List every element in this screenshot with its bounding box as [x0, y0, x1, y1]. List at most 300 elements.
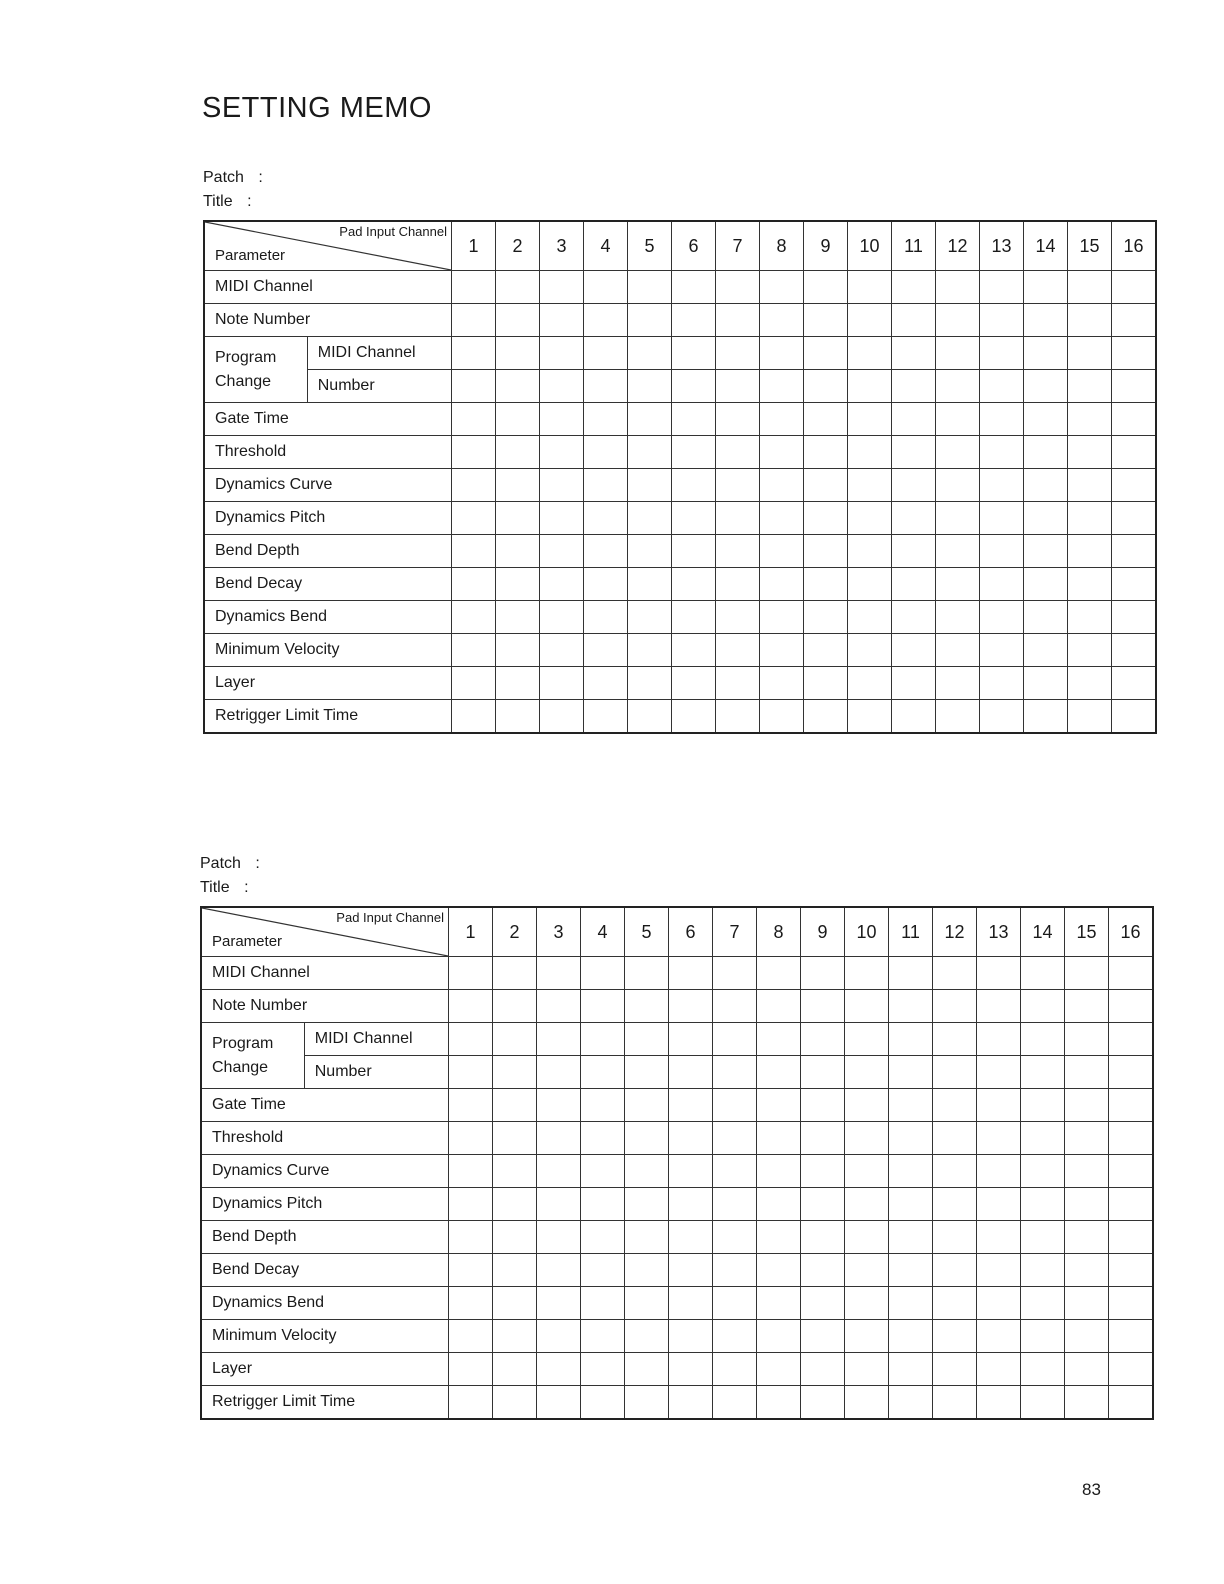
value-cell-ch11[interactable]: [892, 535, 936, 568]
value-cell-ch6[interactable]: [672, 370, 716, 403]
value-cell-ch16[interactable]: [1109, 1089, 1154, 1122]
value-cell-ch2[interactable]: [496, 601, 540, 634]
value-cell-ch16[interactable]: [1109, 1254, 1154, 1287]
value-cell-ch2[interactable]: [496, 403, 540, 436]
value-cell-ch4[interactable]: [584, 370, 628, 403]
value-cell-ch8[interactable]: [757, 1023, 801, 1056]
value-cell-ch7[interactable]: [713, 990, 757, 1023]
value-cell-ch15[interactable]: [1065, 957, 1109, 990]
value-cell-ch3[interactable]: [537, 1122, 581, 1155]
value-cell-ch8[interactable]: [757, 1089, 801, 1122]
value-cell-ch11[interactable]: [889, 1287, 933, 1320]
value-cell-ch13[interactable]: [980, 304, 1024, 337]
value-cell-ch1[interactable]: [449, 1221, 493, 1254]
value-cell-ch12[interactable]: [933, 1386, 977, 1420]
value-cell-ch1[interactable]: [452, 370, 496, 403]
value-cell-ch9[interactable]: [801, 1386, 845, 1420]
value-cell-ch8[interactable]: [757, 1287, 801, 1320]
value-cell-ch8[interactable]: [760, 667, 804, 700]
value-cell-ch5[interactable]: [628, 502, 672, 535]
value-cell-ch2[interactable]: [493, 1188, 537, 1221]
value-cell-ch7[interactable]: [713, 1221, 757, 1254]
value-cell-ch5[interactable]: [625, 1023, 669, 1056]
value-cell-ch15[interactable]: [1068, 403, 1112, 436]
value-cell-ch7[interactable]: [716, 535, 760, 568]
value-cell-ch13[interactable]: [977, 1221, 1021, 1254]
value-cell-ch2[interactable]: [496, 700, 540, 734]
value-cell-ch12[interactable]: [936, 271, 980, 304]
value-cell-ch3[interactable]: [540, 271, 584, 304]
value-cell-ch5[interactable]: [625, 1056, 669, 1089]
value-cell-ch8[interactable]: [760, 403, 804, 436]
value-cell-ch14[interactable]: [1024, 370, 1068, 403]
value-cell-ch3[interactable]: [537, 1023, 581, 1056]
value-cell-ch10[interactable]: [845, 1056, 889, 1089]
value-cell-ch16[interactable]: [1112, 667, 1157, 700]
value-cell-ch10[interactable]: [848, 370, 892, 403]
value-cell-ch3[interactable]: [540, 370, 584, 403]
value-cell-ch14[interactable]: [1021, 1188, 1065, 1221]
value-cell-ch12[interactable]: [933, 1056, 977, 1089]
value-cell-ch15[interactable]: [1065, 1122, 1109, 1155]
value-cell-ch12[interactable]: [933, 1188, 977, 1221]
value-cell-ch4[interactable]: [581, 990, 625, 1023]
value-cell-ch6[interactable]: [669, 1188, 713, 1221]
value-cell-ch1[interactable]: [452, 337, 496, 370]
value-cell-ch6[interactable]: [672, 337, 716, 370]
value-cell-ch6[interactable]: [672, 502, 716, 535]
value-cell-ch11[interactable]: [889, 1254, 933, 1287]
value-cell-ch9[interactable]: [801, 1023, 845, 1056]
value-cell-ch10[interactable]: [845, 1122, 889, 1155]
value-cell-ch14[interactable]: [1024, 436, 1068, 469]
value-cell-ch10[interactable]: [845, 1386, 889, 1420]
value-cell-ch5[interactable]: [628, 436, 672, 469]
value-cell-ch9[interactable]: [804, 535, 848, 568]
value-cell-ch7[interactable]: [713, 1386, 757, 1420]
value-cell-ch13[interactable]: [980, 403, 1024, 436]
value-cell-ch3[interactable]: [537, 1056, 581, 1089]
value-cell-ch12[interactable]: [933, 957, 977, 990]
value-cell-ch7[interactable]: [716, 436, 760, 469]
value-cell-ch5[interactable]: [625, 1089, 669, 1122]
value-cell-ch5[interactable]: [628, 601, 672, 634]
value-cell-ch5[interactable]: [625, 957, 669, 990]
value-cell-ch7[interactable]: [716, 568, 760, 601]
value-cell-ch16[interactable]: [1112, 337, 1157, 370]
value-cell-ch9[interactable]: [801, 1320, 845, 1353]
value-cell-ch1[interactable]: [449, 1188, 493, 1221]
value-cell-ch11[interactable]: [889, 990, 933, 1023]
value-cell-ch10[interactable]: [848, 304, 892, 337]
value-cell-ch9[interactable]: [804, 700, 848, 734]
value-cell-ch6[interactable]: [672, 271, 716, 304]
value-cell-ch13[interactable]: [980, 568, 1024, 601]
value-cell-ch15[interactable]: [1068, 667, 1112, 700]
value-cell-ch15[interactable]: [1065, 1386, 1109, 1420]
value-cell-ch1[interactable]: [449, 1122, 493, 1155]
value-cell-ch6[interactable]: [669, 1221, 713, 1254]
value-cell-ch4[interactable]: [584, 568, 628, 601]
value-cell-ch9[interactable]: [804, 601, 848, 634]
value-cell-ch4[interactable]: [581, 1353, 625, 1386]
value-cell-ch4[interactable]: [581, 1056, 625, 1089]
value-cell-ch6[interactable]: [669, 957, 713, 990]
value-cell-ch10[interactable]: [848, 535, 892, 568]
value-cell-ch2[interactable]: [496, 436, 540, 469]
value-cell-ch8[interactable]: [757, 957, 801, 990]
value-cell-ch12[interactable]: [933, 1254, 977, 1287]
value-cell-ch14[interactable]: [1021, 1353, 1065, 1386]
value-cell-ch1[interactable]: [452, 271, 496, 304]
value-cell-ch6[interactable]: [672, 667, 716, 700]
value-cell-ch8[interactable]: [757, 1188, 801, 1221]
value-cell-ch11[interactable]: [889, 1188, 933, 1221]
value-cell-ch12[interactable]: [933, 990, 977, 1023]
value-cell-ch12[interactable]: [933, 1221, 977, 1254]
value-cell-ch16[interactable]: [1109, 1122, 1154, 1155]
value-cell-ch2[interactable]: [493, 1287, 537, 1320]
value-cell-ch1[interactable]: [449, 1023, 493, 1056]
value-cell-ch11[interactable]: [889, 1386, 933, 1420]
value-cell-ch6[interactable]: [672, 403, 716, 436]
value-cell-ch15[interactable]: [1065, 1056, 1109, 1089]
value-cell-ch4[interactable]: [581, 1122, 625, 1155]
value-cell-ch5[interactable]: [625, 1122, 669, 1155]
value-cell-ch3[interactable]: [540, 502, 584, 535]
value-cell-ch9[interactable]: [804, 304, 848, 337]
value-cell-ch4[interactable]: [581, 1023, 625, 1056]
value-cell-ch11[interactable]: [892, 304, 936, 337]
value-cell-ch9[interactable]: [801, 1254, 845, 1287]
value-cell-ch3[interactable]: [540, 304, 584, 337]
value-cell-ch16[interactable]: [1112, 601, 1157, 634]
value-cell-ch7[interactable]: [716, 304, 760, 337]
value-cell-ch12[interactable]: [936, 436, 980, 469]
value-cell-ch14[interactable]: [1021, 1254, 1065, 1287]
value-cell-ch13[interactable]: [977, 1155, 1021, 1188]
value-cell-ch7[interactable]: [713, 957, 757, 990]
value-cell-ch8[interactable]: [757, 1155, 801, 1188]
value-cell-ch13[interactable]: [980, 502, 1024, 535]
value-cell-ch1[interactable]: [449, 1353, 493, 1386]
value-cell-ch7[interactable]: [713, 1023, 757, 1056]
value-cell-ch4[interactable]: [584, 271, 628, 304]
value-cell-ch6[interactable]: [669, 1320, 713, 1353]
value-cell-ch14[interactable]: [1021, 1221, 1065, 1254]
value-cell-ch13[interactable]: [977, 1254, 1021, 1287]
value-cell-ch14[interactable]: [1021, 1122, 1065, 1155]
value-cell-ch15[interactable]: [1068, 601, 1112, 634]
value-cell-ch11[interactable]: [892, 403, 936, 436]
value-cell-ch7[interactable]: [716, 337, 760, 370]
value-cell-ch16[interactable]: [1112, 502, 1157, 535]
value-cell-ch4[interactable]: [581, 1386, 625, 1420]
value-cell-ch9[interactable]: [804, 436, 848, 469]
value-cell-ch9[interactable]: [804, 568, 848, 601]
value-cell-ch13[interactable]: [980, 535, 1024, 568]
value-cell-ch7[interactable]: [716, 469, 760, 502]
value-cell-ch3[interactable]: [540, 535, 584, 568]
value-cell-ch13[interactable]: [977, 1089, 1021, 1122]
value-cell-ch2[interactable]: [493, 1155, 537, 1188]
value-cell-ch13[interactable]: [980, 469, 1024, 502]
value-cell-ch15[interactable]: [1068, 271, 1112, 304]
value-cell-ch8[interactable]: [760, 535, 804, 568]
value-cell-ch7[interactable]: [716, 667, 760, 700]
value-cell-ch14[interactable]: [1024, 568, 1068, 601]
value-cell-ch5[interactable]: [628, 634, 672, 667]
value-cell-ch14[interactable]: [1024, 337, 1068, 370]
value-cell-ch7[interactable]: [713, 1155, 757, 1188]
value-cell-ch5[interactable]: [625, 1287, 669, 1320]
value-cell-ch3[interactable]: [537, 1254, 581, 1287]
value-cell-ch1[interactable]: [452, 601, 496, 634]
value-cell-ch10[interactable]: [848, 667, 892, 700]
value-cell-ch11[interactable]: [889, 1320, 933, 1353]
value-cell-ch16[interactable]: [1112, 304, 1157, 337]
value-cell-ch5[interactable]: [625, 1188, 669, 1221]
value-cell-ch14[interactable]: [1021, 1287, 1065, 1320]
value-cell-ch2[interactable]: [493, 1254, 537, 1287]
value-cell-ch8[interactable]: [760, 304, 804, 337]
value-cell-ch16[interactable]: [1112, 436, 1157, 469]
value-cell-ch16[interactable]: [1112, 634, 1157, 667]
value-cell-ch5[interactable]: [628, 700, 672, 734]
value-cell-ch1[interactable]: [452, 634, 496, 667]
value-cell-ch13[interactable]: [977, 1188, 1021, 1221]
value-cell-ch15[interactable]: [1065, 1353, 1109, 1386]
value-cell-ch3[interactable]: [537, 957, 581, 990]
value-cell-ch8[interactable]: [760, 568, 804, 601]
value-cell-ch1[interactable]: [449, 1320, 493, 1353]
value-cell-ch10[interactable]: [848, 634, 892, 667]
value-cell-ch9[interactable]: [804, 667, 848, 700]
value-cell-ch8[interactable]: [760, 601, 804, 634]
value-cell-ch6[interactable]: [669, 1122, 713, 1155]
value-cell-ch8[interactable]: [757, 1221, 801, 1254]
value-cell-ch15[interactable]: [1068, 337, 1112, 370]
value-cell-ch2[interactable]: [496, 634, 540, 667]
value-cell-ch12[interactable]: [936, 568, 980, 601]
value-cell-ch1[interactable]: [452, 403, 496, 436]
value-cell-ch16[interactable]: [1112, 700, 1157, 734]
value-cell-ch10[interactable]: [845, 1287, 889, 1320]
value-cell-ch3[interactable]: [540, 337, 584, 370]
value-cell-ch13[interactable]: [977, 1056, 1021, 1089]
value-cell-ch2[interactable]: [493, 1320, 537, 1353]
value-cell-ch5[interactable]: [625, 1353, 669, 1386]
value-cell-ch5[interactable]: [628, 568, 672, 601]
value-cell-ch1[interactable]: [449, 1287, 493, 1320]
value-cell-ch12[interactable]: [933, 1089, 977, 1122]
value-cell-ch15[interactable]: [1068, 700, 1112, 734]
value-cell-ch1[interactable]: [449, 990, 493, 1023]
value-cell-ch16[interactable]: [1112, 271, 1157, 304]
value-cell-ch15[interactable]: [1068, 304, 1112, 337]
value-cell-ch6[interactable]: [669, 1254, 713, 1287]
value-cell-ch12[interactable]: [936, 370, 980, 403]
value-cell-ch6[interactable]: [669, 1056, 713, 1089]
value-cell-ch7[interactable]: [716, 271, 760, 304]
value-cell-ch14[interactable]: [1024, 304, 1068, 337]
value-cell-ch14[interactable]: [1024, 535, 1068, 568]
value-cell-ch8[interactable]: [760, 370, 804, 403]
value-cell-ch1[interactable]: [449, 1089, 493, 1122]
value-cell-ch8[interactable]: [757, 1056, 801, 1089]
value-cell-ch13[interactable]: [980, 601, 1024, 634]
value-cell-ch12[interactable]: [933, 1155, 977, 1188]
value-cell-ch11[interactable]: [889, 1089, 933, 1122]
value-cell-ch10[interactable]: [848, 568, 892, 601]
value-cell-ch16[interactable]: [1109, 1386, 1154, 1420]
value-cell-ch10[interactable]: [848, 601, 892, 634]
value-cell-ch2[interactable]: [496, 568, 540, 601]
value-cell-ch5[interactable]: [625, 1254, 669, 1287]
value-cell-ch1[interactable]: [449, 957, 493, 990]
value-cell-ch10[interactable]: [848, 436, 892, 469]
value-cell-ch14[interactable]: [1021, 1023, 1065, 1056]
value-cell-ch6[interactable]: [672, 469, 716, 502]
value-cell-ch14[interactable]: [1024, 601, 1068, 634]
value-cell-ch6[interactable]: [669, 990, 713, 1023]
value-cell-ch2[interactable]: [493, 1089, 537, 1122]
value-cell-ch3[interactable]: [540, 700, 584, 734]
value-cell-ch11[interactable]: [892, 700, 936, 734]
value-cell-ch2[interactable]: [496, 271, 540, 304]
value-cell-ch1[interactable]: [452, 667, 496, 700]
value-cell-ch5[interactable]: [628, 469, 672, 502]
value-cell-ch3[interactable]: [537, 1188, 581, 1221]
value-cell-ch16[interactable]: [1109, 1155, 1154, 1188]
value-cell-ch10[interactable]: [848, 502, 892, 535]
value-cell-ch1[interactable]: [452, 568, 496, 601]
value-cell-ch15[interactable]: [1065, 1023, 1109, 1056]
value-cell-ch4[interactable]: [581, 1089, 625, 1122]
value-cell-ch14[interactable]: [1021, 1155, 1065, 1188]
value-cell-ch1[interactable]: [452, 502, 496, 535]
value-cell-ch3[interactable]: [537, 1155, 581, 1188]
value-cell-ch10[interactable]: [845, 1188, 889, 1221]
value-cell-ch11[interactable]: [892, 502, 936, 535]
value-cell-ch8[interactable]: [757, 1386, 801, 1420]
value-cell-ch7[interactable]: [716, 370, 760, 403]
value-cell-ch13[interactable]: [977, 1353, 1021, 1386]
value-cell-ch15[interactable]: [1065, 1221, 1109, 1254]
value-cell-ch8[interactable]: [760, 436, 804, 469]
value-cell-ch4[interactable]: [584, 667, 628, 700]
value-cell-ch15[interactable]: [1068, 436, 1112, 469]
value-cell-ch9[interactable]: [804, 370, 848, 403]
value-cell-ch13[interactable]: [980, 700, 1024, 734]
value-cell-ch12[interactable]: [933, 1122, 977, 1155]
value-cell-ch2[interactable]: [493, 1056, 537, 1089]
value-cell-ch16[interactable]: [1109, 1221, 1154, 1254]
value-cell-ch6[interactable]: [669, 1089, 713, 1122]
value-cell-ch6[interactable]: [672, 700, 716, 734]
value-cell-ch4[interactable]: [584, 403, 628, 436]
value-cell-ch2[interactable]: [496, 667, 540, 700]
value-cell-ch5[interactable]: [628, 337, 672, 370]
value-cell-ch12[interactable]: [936, 700, 980, 734]
value-cell-ch6[interactable]: [669, 1386, 713, 1420]
value-cell-ch11[interactable]: [889, 1221, 933, 1254]
value-cell-ch10[interactable]: [845, 1221, 889, 1254]
value-cell-ch7[interactable]: [713, 1122, 757, 1155]
value-cell-ch11[interactable]: [889, 1353, 933, 1386]
value-cell-ch15[interactable]: [1065, 1320, 1109, 1353]
value-cell-ch8[interactable]: [757, 1254, 801, 1287]
value-cell-ch4[interactable]: [584, 502, 628, 535]
value-cell-ch2[interactable]: [496, 535, 540, 568]
value-cell-ch10[interactable]: [845, 1023, 889, 1056]
value-cell-ch16[interactable]: [1109, 1023, 1154, 1056]
value-cell-ch6[interactable]: [669, 1287, 713, 1320]
value-cell-ch12[interactable]: [936, 469, 980, 502]
value-cell-ch12[interactable]: [936, 634, 980, 667]
value-cell-ch15[interactable]: [1068, 634, 1112, 667]
value-cell-ch10[interactable]: [845, 957, 889, 990]
value-cell-ch6[interactable]: [672, 436, 716, 469]
value-cell-ch8[interactable]: [760, 700, 804, 734]
value-cell-ch13[interactable]: [980, 271, 1024, 304]
value-cell-ch9[interactable]: [801, 1287, 845, 1320]
value-cell-ch13[interactable]: [977, 1023, 1021, 1056]
value-cell-ch12[interactable]: [933, 1320, 977, 1353]
value-cell-ch2[interactable]: [496, 304, 540, 337]
value-cell-ch8[interactable]: [757, 1353, 801, 1386]
value-cell-ch4[interactable]: [584, 337, 628, 370]
value-cell-ch11[interactable]: [892, 337, 936, 370]
value-cell-ch6[interactable]: [669, 1023, 713, 1056]
value-cell-ch1[interactable]: [452, 436, 496, 469]
value-cell-ch11[interactable]: [889, 1023, 933, 1056]
value-cell-ch16[interactable]: [1109, 1353, 1154, 1386]
value-cell-ch6[interactable]: [672, 568, 716, 601]
value-cell-ch4[interactable]: [584, 535, 628, 568]
value-cell-ch6[interactable]: [672, 304, 716, 337]
value-cell-ch7[interactable]: [716, 601, 760, 634]
value-cell-ch13[interactable]: [980, 337, 1024, 370]
value-cell-ch2[interactable]: [493, 1221, 537, 1254]
value-cell-ch11[interactable]: [889, 1056, 933, 1089]
value-cell-ch11[interactable]: [892, 436, 936, 469]
value-cell-ch1[interactable]: [449, 1056, 493, 1089]
value-cell-ch14[interactable]: [1021, 1056, 1065, 1089]
value-cell-ch16[interactable]: [1109, 1320, 1154, 1353]
value-cell-ch12[interactable]: [936, 601, 980, 634]
value-cell-ch9[interactable]: [804, 502, 848, 535]
value-cell-ch7[interactable]: [713, 1089, 757, 1122]
value-cell-ch9[interactable]: [801, 1221, 845, 1254]
value-cell-ch9[interactable]: [804, 634, 848, 667]
value-cell-ch9[interactable]: [801, 1089, 845, 1122]
value-cell-ch8[interactable]: [760, 271, 804, 304]
value-cell-ch10[interactable]: [848, 337, 892, 370]
value-cell-ch4[interactable]: [584, 601, 628, 634]
value-cell-ch9[interactable]: [804, 337, 848, 370]
value-cell-ch4[interactable]: [581, 1155, 625, 1188]
value-cell-ch4[interactable]: [581, 1188, 625, 1221]
value-cell-ch11[interactable]: [892, 568, 936, 601]
value-cell-ch13[interactable]: [977, 1320, 1021, 1353]
value-cell-ch4[interactable]: [581, 1287, 625, 1320]
value-cell-ch13[interactable]: [980, 370, 1024, 403]
value-cell-ch2[interactable]: [496, 337, 540, 370]
value-cell-ch10[interactable]: [845, 1155, 889, 1188]
value-cell-ch10[interactable]: [848, 271, 892, 304]
value-cell-ch7[interactable]: [713, 1353, 757, 1386]
